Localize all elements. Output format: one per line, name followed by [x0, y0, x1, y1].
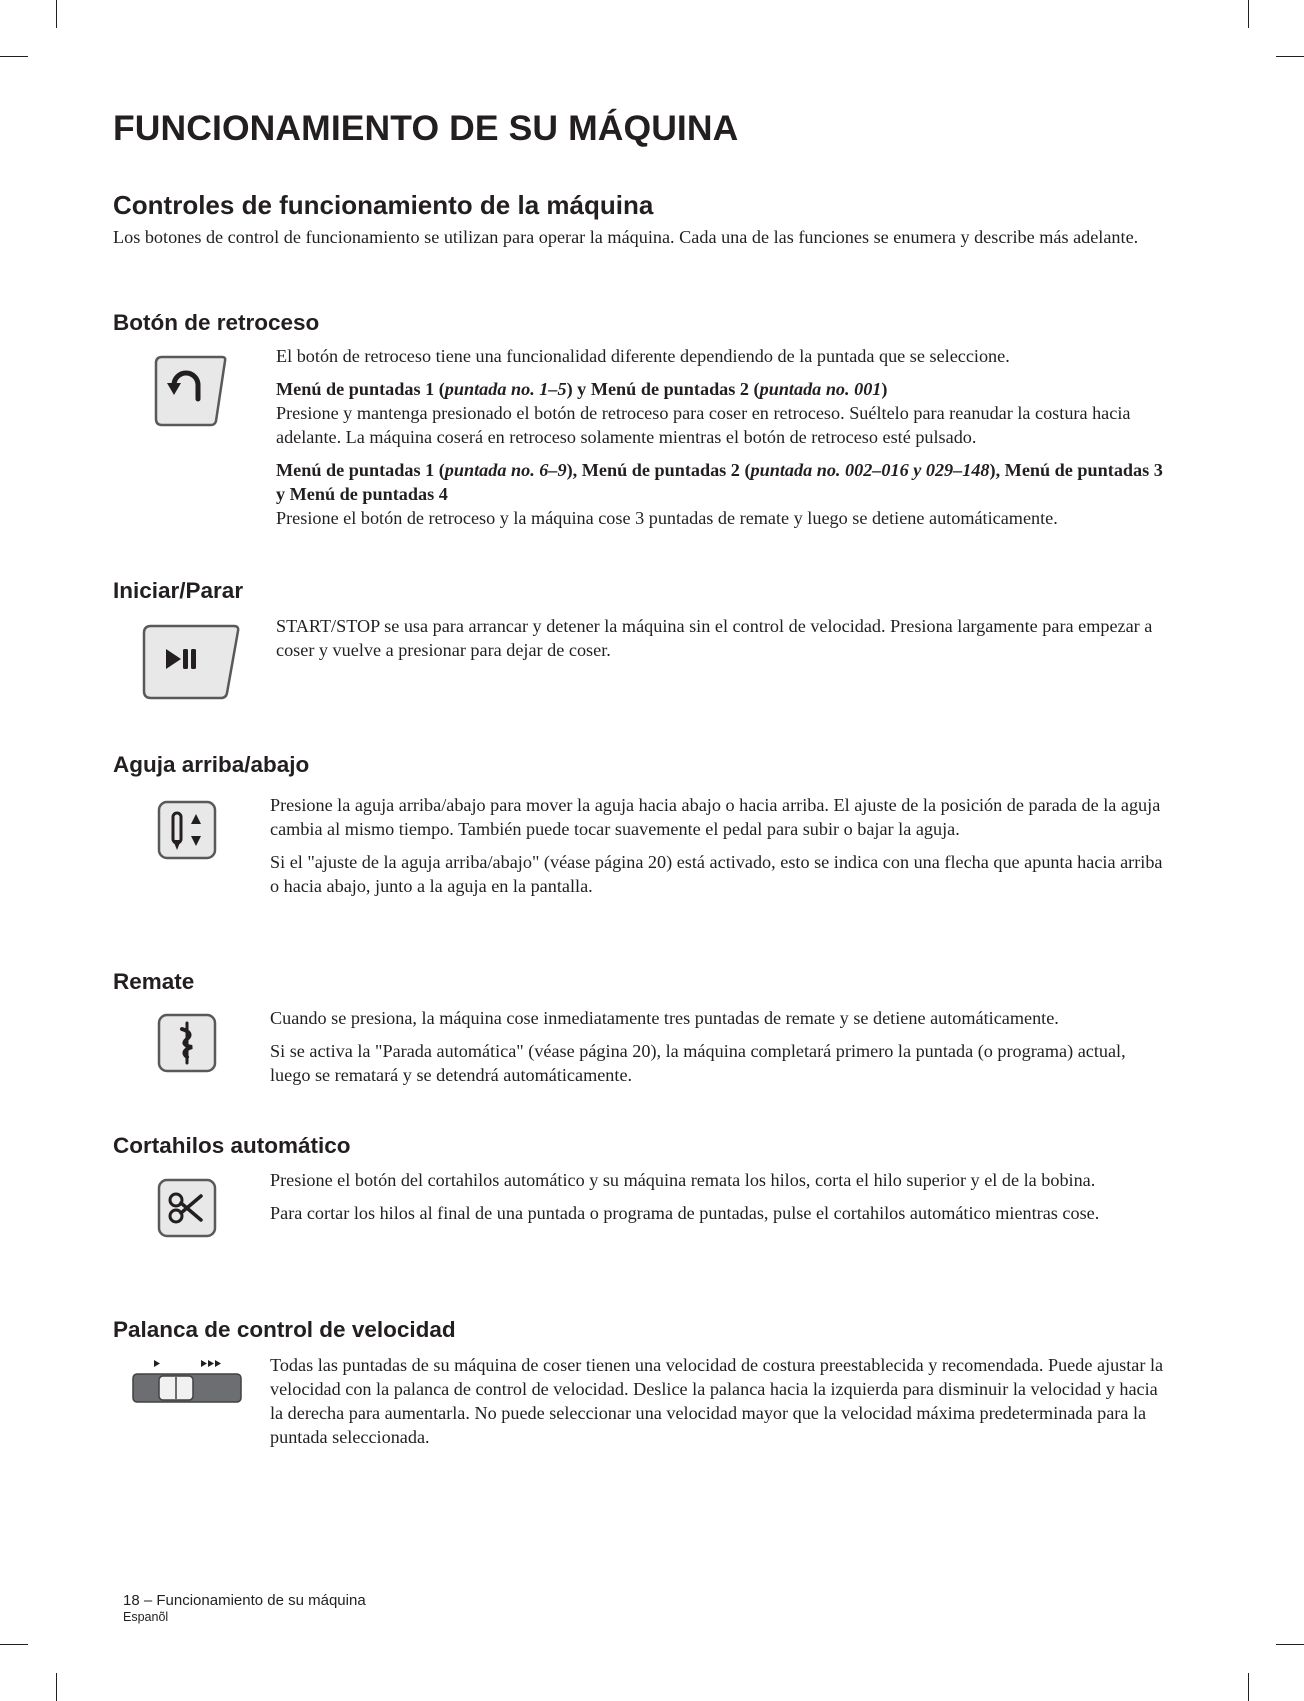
- tie-off-icon: [157, 1013, 217, 1078]
- tie-off-p1: Cuando se presiona, la máquina cose inmediatamente tres puntadas de remate y se detiene automáticamente.: [270, 1008, 1059, 1028]
- reverse-menu2-block: [276, 458, 1176, 530]
- reverse-menu2-a: Menú de puntadas 1 (: [276, 460, 445, 480]
- start-stop-p1: START/STOP se usa para arrancar y detener la máquina sin el control de velocidad. Presiona largamente para empezar a coser y vuelve a presionar para dejar de coser.: [276, 616, 1153, 660]
- thread-cutter-p1: Presione el botón del cortahilos automático y su máquina remata los hilos, corta el hilo superior y el de la bobina.: [270, 1170, 1096, 1190]
- crop-mark: [0, 1644, 28, 1645]
- crop-mark: [1276, 1644, 1304, 1645]
- reverse-menu1-d: puntada no. 001: [759, 379, 882, 399]
- heading-speed-control: Palanca de control de velocidad: [113, 1317, 456, 1342]
- reverse-p3: Presione el botón de retroceso y la máquina cose 3 puntadas de remate y luego se detiene automáticamente.: [276, 508, 1058, 528]
- heading-start-stop: Iniciar/Parar: [113, 578, 244, 603]
- heading-thread-cutter: Cortahilos automático: [113, 1133, 351, 1158]
- footer-language: Espanõl: [123, 1610, 169, 1624]
- crop-mark: [56, 0, 57, 28]
- tie-off-p2: Si se activa la "Parada automática" (véase página 20), la máquina completará primero la puntada (o programa) actual, luego se rematará y se detendrá automáticamente.: [270, 1041, 1126, 1085]
- start-stop-button-icon: [141, 623, 241, 706]
- thread-cutter-text: [270, 1168, 1170, 1234]
- reverse-menu1-e: ): [881, 379, 888, 399]
- scissors-icon: [157, 1178, 217, 1243]
- speed-control-text: [270, 1353, 1170, 1458]
- reverse-p1: El botón de retroceso tiene una funcionalidad diferente dependiendo de la puntada que se seleccione.: [276, 346, 1010, 366]
- reverse-text: [276, 344, 1176, 539]
- reverse-button-icon: [152, 353, 228, 434]
- start-stop-text: [276, 614, 1176, 671]
- reverse-menu2-b: puntada no. 6–9: [444, 460, 567, 480]
- heading-needle: Aguja arriba/abajo: [113, 752, 310, 777]
- crop-mark: [1276, 56, 1304, 57]
- reverse-menu2-d: puntada no. 002–016 y 029–148: [750, 460, 990, 480]
- crop-mark: [1248, 1673, 1249, 1701]
- reverse-menu1-b: puntada no. 1–5: [444, 379, 567, 399]
- reverse-menu1-block: [276, 377, 1176, 449]
- reverse-p2: Presione y mantenga presionado el botón de retroceso para coser en retroceso. Suéltelo para reanudar la costura hacia adelante. La máquina coserá en retroceso solamente mientras el botón de retroceso esté pulsado.: [276, 403, 1131, 447]
- footer-page-label: 18 – Funcionamiento de su máquina: [123, 1592, 366, 1609]
- tie-off-text: [270, 1006, 1170, 1096]
- speed-slider-icon: [131, 1356, 243, 1411]
- needle-text: [270, 793, 1170, 907]
- crop-mark: [0, 56, 28, 57]
- reverse-menu2-c: ), Menú de puntadas 2 (: [566, 460, 751, 480]
- section-title: Controles de funcionamiento de la máquina: [113, 190, 654, 220]
- crop-mark: [1248, 0, 1249, 28]
- speed-control-p1: Todas las puntadas de su máquina de coser tienen una velocidad de costura preestablecida y recomendada. Puede ajustar la velocidad con la palanca de control de velocidad. Deslice la palanca hacia la izquierda para disminuir la velocidad y hacia la derecha para aumentarla. No puede seleccionar una velocidad mayor que la velocidad máxima predeterminada para la puntada seleccionada.: [270, 1355, 1164, 1447]
- needle-p2: Si el "ajuste de la aguja arriba/abajo" (véase página 20) está activado, esto se indica con una flecha que apunta hacia arriba o hacia abajo, junto a la aguja en la pantalla.: [270, 852, 1163, 896]
- heading-reverse: Botón de retroceso: [113, 310, 320, 335]
- crop-mark: [56, 1673, 57, 1701]
- section-intro: Los botones de control de funcionamiento se utilizan para operar la máquina. Cada una de las funciones se enumera y describe más adelante.: [113, 227, 1139, 247]
- heading-tie-off: Remate: [113, 969, 195, 994]
- page-title: FUNCIONAMIENTO DE SU MÁQUINA: [113, 108, 739, 148]
- reverse-menu1-c: ) y Menú de puntadas 2 (: [566, 379, 760, 399]
- needle-up-down-icon: [157, 800, 217, 865]
- reverse-menu2-e: ), Menú de puntadas 3 y Menú de puntadas 4: [276, 460, 1163, 504]
- needle-p1: Presione la aguja arriba/abajo para mover la aguja hacia abajo o hacia arriba. El ajuste de la posición de parada de la aguja cambia al mismo tiempo. También puede tocar suavemente el pedal para subir o bajar la aguja.: [270, 795, 1161, 839]
- reverse-menu1-a: Menú de puntadas 1 (: [276, 379, 445, 399]
- page-footer: [123, 1592, 366, 1626]
- thread-cutter-p2: Para cortar los hilos al final de una puntada o programa de puntadas, pulse el cortahilos automático mientras cose.: [270, 1203, 1100, 1223]
